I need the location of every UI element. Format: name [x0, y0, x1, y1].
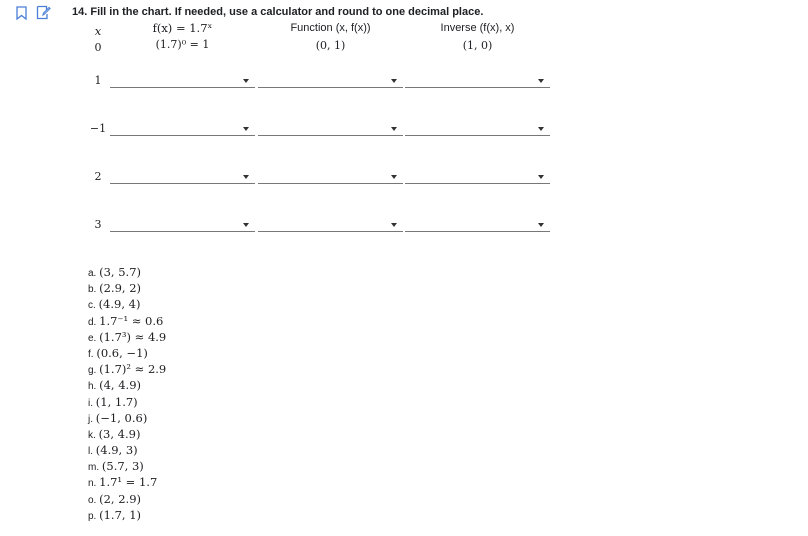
choice-item: k. (3, 4.9) — [88, 426, 141, 441]
caret-down-icon — [243, 127, 249, 131]
caret-down-icon — [243, 79, 249, 83]
caret-down-icon — [391, 223, 397, 227]
choice-item: j. (−1, 0.6) — [88, 410, 148, 425]
choice-item: g. (1.7)² ≈ 2.9 — [88, 362, 167, 377]
row-x-value: 3 — [94, 218, 102, 231]
header-x: x — [94, 24, 102, 38]
dropdown-fx-row2[interactable] — [110, 121, 255, 136]
row-x-value: 0 — [94, 41, 102, 54]
row-x-value: 1 — [94, 74, 102, 87]
dropdown-fx-row1[interactable] — [110, 73, 255, 88]
choice-item: n. 1.7¹ = 1.7 — [88, 475, 158, 490]
caret-down-icon — [243, 223, 249, 227]
note-icon[interactable] — [36, 5, 51, 25]
dropdown-inverse-row3[interactable] — [405, 169, 550, 184]
dropdown-inverse-row1[interactable] — [405, 73, 550, 88]
row-x-value: 2 — [94, 170, 102, 183]
choice-item: e. (1.7³) ≈ 4.9 — [88, 329, 167, 344]
dropdown-inverse-row2[interactable] — [405, 121, 550, 136]
dropdown-function-row2[interactable] — [258, 121, 403, 136]
choice-item: d. 1.7⁻¹ ≈ 0.6 — [88, 313, 164, 328]
bookmark-icon[interactable] — [16, 6, 27, 25]
answer-choices — [88, 264, 166, 523]
header-inverse: Inverse (f(x), x) — [440, 22, 515, 34]
choice-item: c. (4.9, 4) — [88, 297, 141, 312]
dropdown-function-row1[interactable] — [258, 73, 403, 88]
fx-row0-value: (1.7)⁰ = 1 — [155, 38, 210, 51]
choice-item: b. (2.9, 2) — [88, 281, 142, 296]
dropdown-fx-row3[interactable] — [110, 169, 255, 184]
choice-item: m. (5.7, 3) — [88, 459, 144, 474]
caret-down-icon — [538, 127, 544, 131]
question-title: 14. Fill in the chart. If needed, use a calculator and round to one decimal place. — [72, 6, 484, 18]
caret-down-icon — [538, 175, 544, 179]
choice-item: f. (0.6, −1) — [88, 345, 148, 360]
choice-item: o. (2, 2.9) — [88, 491, 142, 506]
caret-down-icon — [391, 79, 397, 83]
caret-down-icon — [391, 127, 397, 131]
choice-item: i. (1, 1.7) — [88, 394, 138, 409]
header-function: Function (x, f(x)) — [290, 22, 371, 34]
row-x-value: −1 — [89, 122, 107, 135]
choice-item: p. (1.7, 1) — [88, 507, 142, 522]
caret-down-icon — [538, 223, 544, 227]
function-row0-value: (0, 1) — [315, 39, 346, 52]
choice-item: a. (3, 5.7) — [88, 265, 142, 279]
inverse-row0-value: (1, 0) — [462, 39, 493, 52]
choice-item: l. (4.9, 3) — [88, 443, 138, 458]
caret-down-icon — [391, 175, 397, 179]
dropdown-fx-row4[interactable] — [110, 217, 255, 232]
caret-down-icon — [538, 79, 544, 83]
dropdown-function-row3[interactable] — [258, 169, 403, 184]
choice-item: h. (4, 4.9) — [88, 378, 142, 393]
dropdown-inverse-row4[interactable] — [405, 217, 550, 232]
dropdown-function-row4[interactable] — [258, 217, 403, 232]
header-fx: f(x) = 1.7ˣ — [152, 21, 213, 35]
caret-down-icon — [243, 175, 249, 179]
